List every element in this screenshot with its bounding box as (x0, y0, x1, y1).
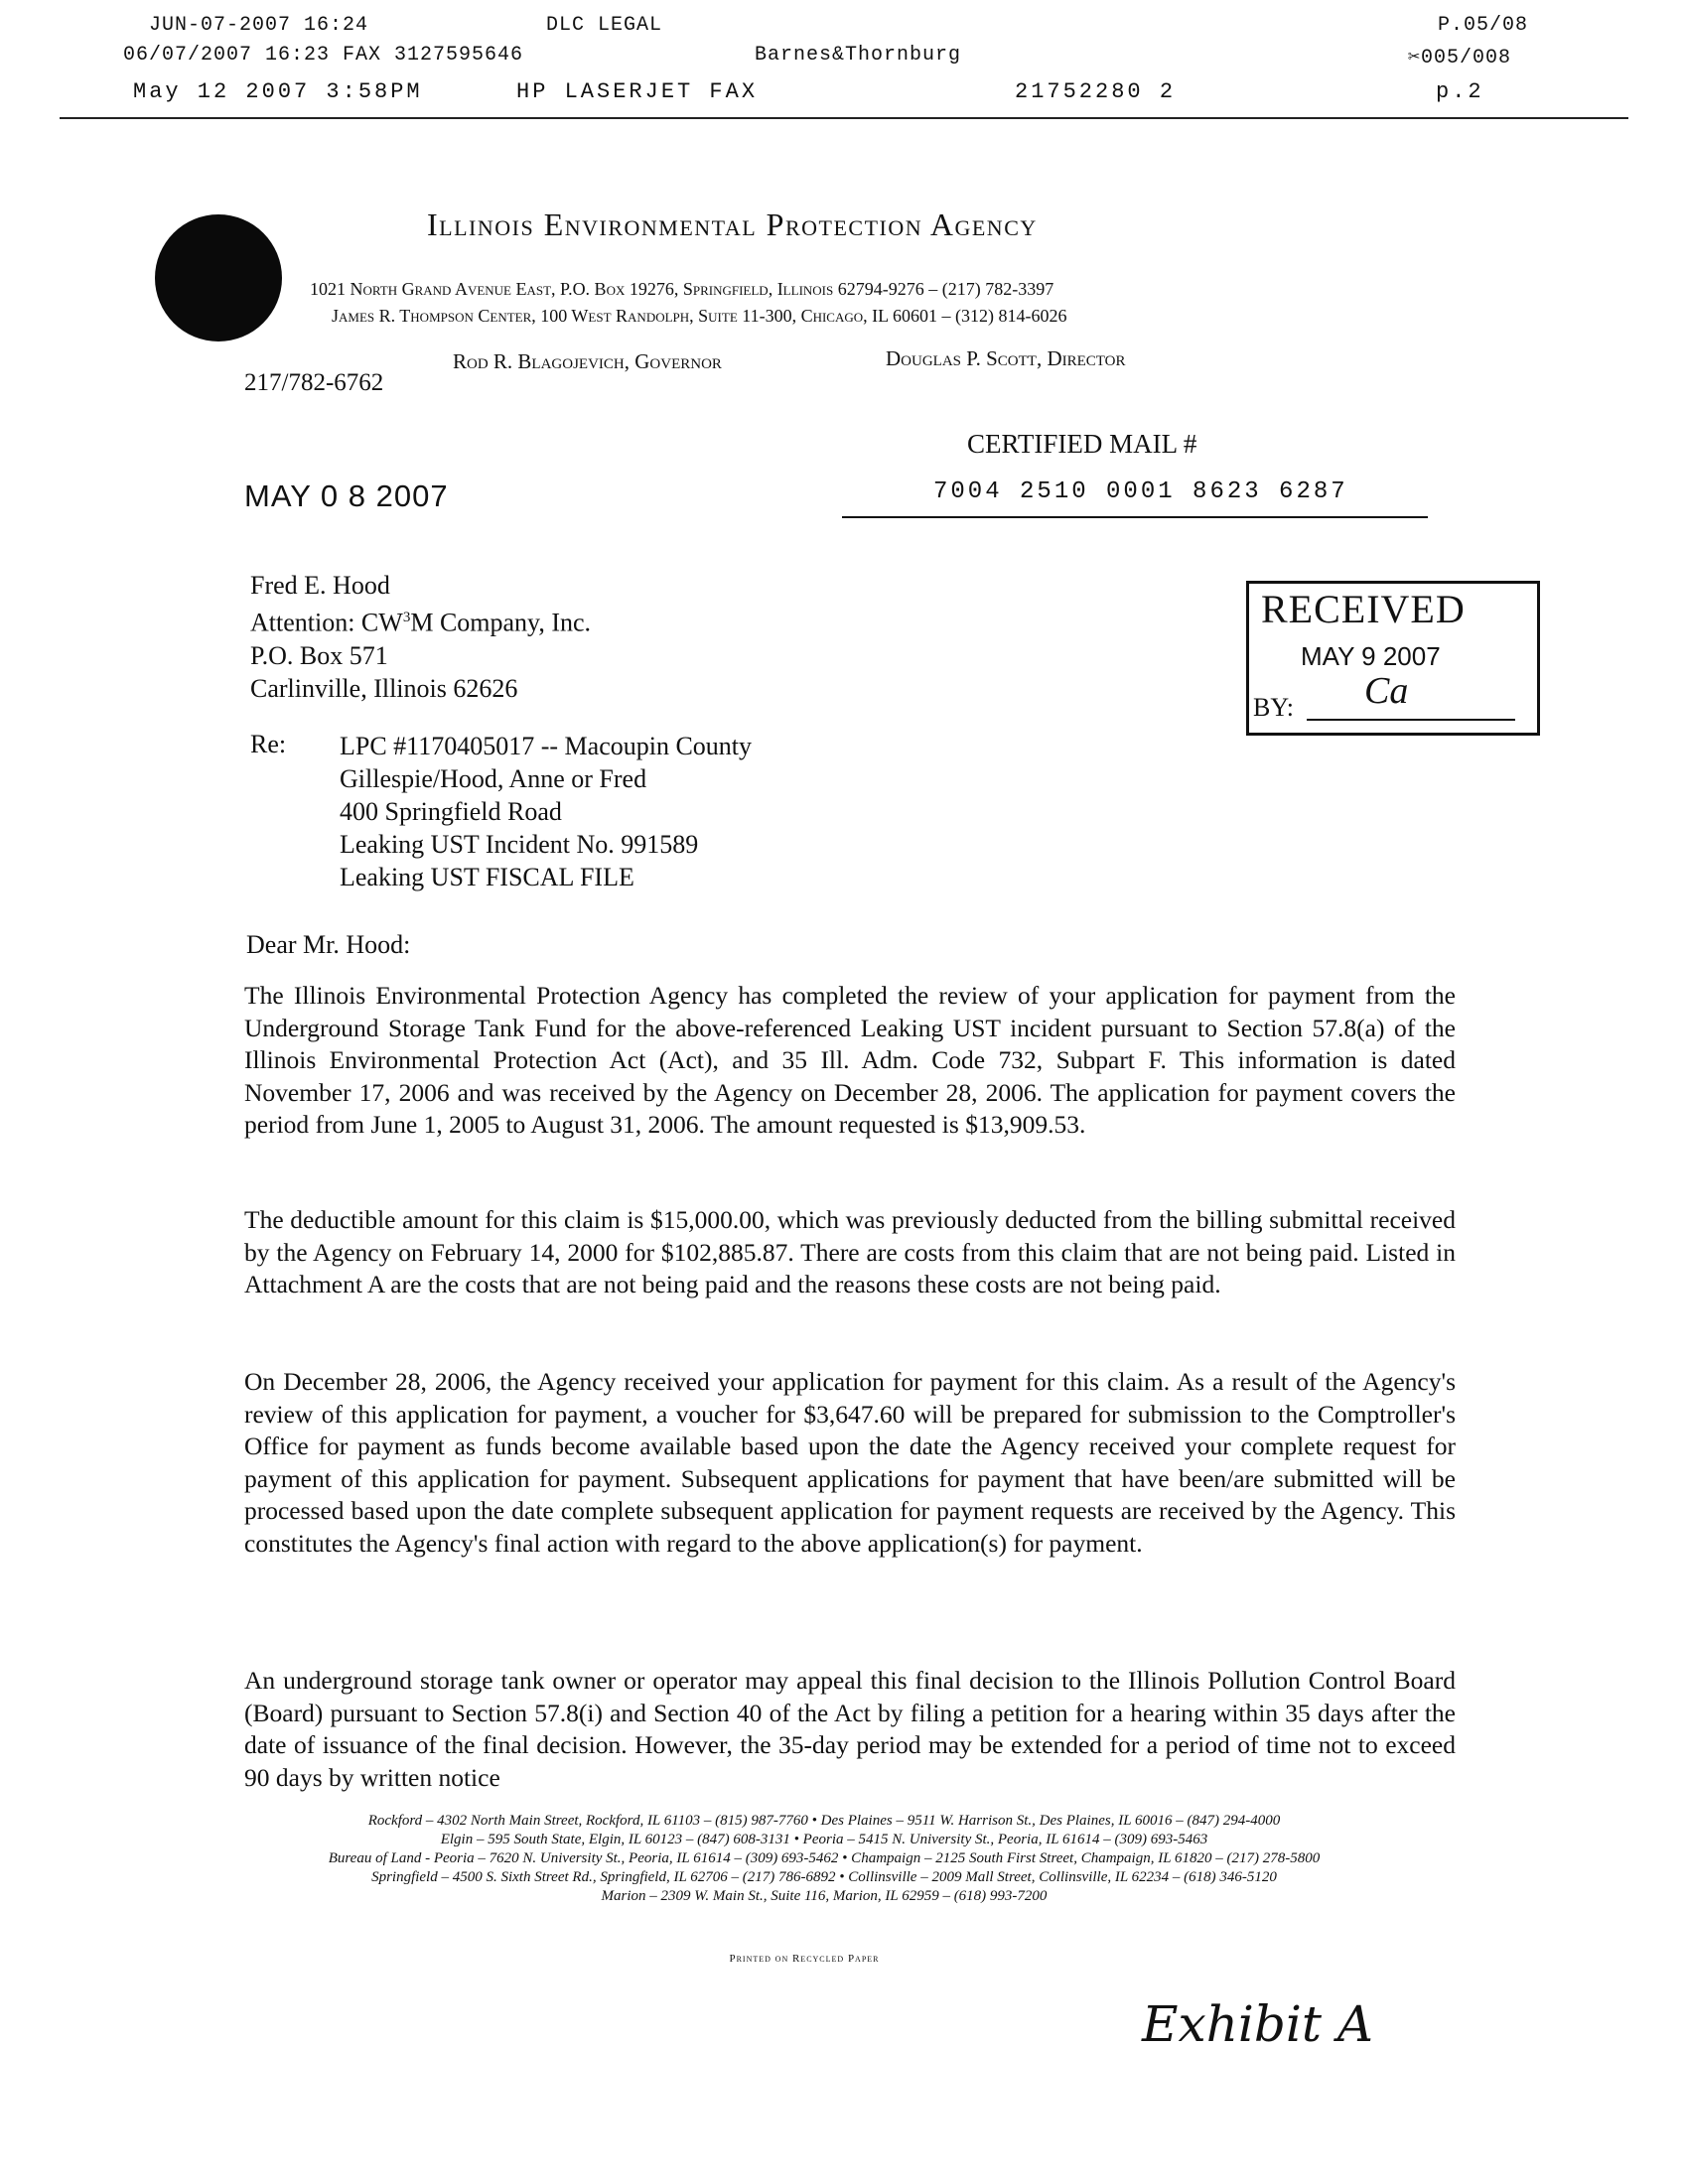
attention-superscript: 3 (402, 610, 411, 625)
governor-name: Rod R. Blagojevich, Governor (453, 349, 722, 373)
re-line: 400 Springfield Road (340, 797, 562, 826)
fax-divider (60, 117, 1628, 119)
certified-mail-label: CERTIFIED MAIL # (967, 429, 1197, 459)
certified-mail-underline (842, 516, 1428, 518)
agency-address-chicago: James R. Thompson Center, 100 West Randolph, Suite 11-300, Chicago, IL 60601 – (312) 814-6026 (332, 306, 1067, 326)
re-line: LPC #1170405017 -- Macoupin County (340, 732, 753, 760)
re-line: Gillespie/Hood, Anne or Fred (340, 764, 647, 793)
received-stamp-by-line (1307, 719, 1515, 721)
footer-offices-line2: Elgin – 595 South State, Elgin, IL 60123 – (847) 608-3131 • Peoria – 5415 N. University St., Peoria, IL 61614 – (309) 693-5463 (440, 1832, 1208, 1847)
footer-offices-line3: Bureau of Land - Peoria – 7620 N. University St., Peoria, IL 61614 – (309) 693-5462 • Champaign – 2125 South First Street, Champaign, IL 61820 – (217) 278-5800 (328, 1850, 1321, 1866)
salutation: Dear Mr. Hood: (246, 930, 411, 959)
fax-line3-right: p.2 (1436, 79, 1484, 104)
director-name: Douglas P. Scott, Director (886, 346, 1126, 370)
recycled-paper-note: Printed on Recycled Paper (729, 1953, 880, 1965)
recipient-name: Fred E. Hood (250, 571, 390, 600)
fax-line3-left: May 12 2007 3:58PM (133, 79, 423, 104)
received-stamp-date: MAY 9 2007 (1301, 641, 1441, 671)
re-label: Re: (250, 730, 287, 758)
recipient-city: Carlinville, Illinois 62626 (250, 673, 518, 703)
body-paragraph-2: The deductible amount for this claim is $15,000.00, which was previously deducted from the billing submittal received by the Agency on February 14, 2000 for $102,885.87. There are costs from this claim that are not being paid. Listed in Attachment A are the costs that are not being paid and the reasons these costs are not being paid. (244, 1205, 1456, 1298)
fax-line1-right: P.05/08 (1438, 14, 1529, 37)
footer-offices-line1: Rockford – 4302 North Main Street, Rockford, IL 61103 – (815) 987-7760 • Des Plaines – 9511 W. Harrison St., Des Plaines, IL 60016 – (847) 294-4000 (367, 1813, 1281, 1829)
recipient-address (250, 569, 591, 705)
body-paragraph-4: An underground storage tank owner or operator may appeal this final decision to the Illinois Pollution Control Board (Board) pursuant to Section 57.8(i) and Section 40 of the Act by filing a petition for a hearing within 35 days after the date of issuance of the final decision. However, the 35-day period may be extended for a period of time not to exceed 90 days by written notice (244, 1666, 1456, 1792)
body-paragraph-3: On December 28, 2006, the Agency received your application for payment for this claim. As a result of the Agency's review of this application for payment, a voucher for $3,647.60 will be prepared for submission to the Comptroller's Office for payment as funds become available based upon the date the Agency received your complete request for payment of this application for payment. Subsequent applications for payment that have been/are submitted will be processed based upon the date complete subsequent application for payment requests are received by the Agency. This constitutes the Agency's final action with regard to the above application(s) for payment. (244, 1367, 1456, 1558)
fax-line1-center: DLC LEGAL (546, 14, 663, 37)
fax-line2-right: ✂005/008 (1408, 47, 1512, 69)
received-stamp-initials: Ca (1364, 670, 1409, 712)
letter-date: MAY 0 8 2007 (244, 478, 449, 513)
received-stamp-by-label: BY: (1253, 693, 1294, 722)
attention-suffix: M Company, Inc. (410, 608, 592, 637)
contact-phone: 217/782-6762 (244, 369, 384, 396)
fax-line3-number: 21752280 2 (1015, 79, 1177, 104)
fax-line3-center: HP LASERJET FAX (516, 79, 759, 104)
agency-address-springfield: 1021 North Grand Avenue East, P.O. Box 19276, Springfield, Illinois 62794-9276 – (217) 782-3397 (310, 279, 1054, 299)
re-line: Leaking UST FISCAL FILE (340, 863, 634, 891)
fax-line1-left: JUN-07-2007 16:24 (149, 14, 369, 37)
footer-offices-line4: Springfield – 4500 S. Sixth Street Rd., Springfield, IL 62706 – (217) 786-6892 • Collinsville – 2009 Mall Street, Collinsville, IL 62234 – (618) 346-5120 (371, 1869, 1277, 1885)
footer-offices-line5: Marion – 2309 W. Main St., Suite 116, Marion, IL 62959 – (618) 993-7200 (601, 1888, 1048, 1904)
re-line: Leaking UST Incident No. 991589 (340, 830, 699, 859)
agency-seal-logo (155, 214, 282, 341)
fax-line2-left: 06/07/2007 16:23 FAX 3127595646 (123, 44, 524, 67)
received-stamp (1246, 581, 1540, 736)
re-block (340, 730, 752, 893)
recipient-po-box: P.O. Box 571 (250, 640, 388, 670)
certified-mail-number: 7004 2510 0001 8623 6287 (933, 478, 1348, 505)
recipient-attention (250, 602, 591, 639)
exhibit-label: Exhibit A (1142, 1995, 1373, 2053)
attention-prefix: Attention: CW (250, 608, 403, 637)
body-paragraph-1: The Illinois Environmental Protection Agency has completed the review of your application for payment from the Underground Storage Tank Fund for the above-referenced Leaking UST incident pursuant to Section 57.8(a) of the Illinois Environmental Protection Act (Act), and 35 Ill. Adm. Code 732, Subpart F. This information is dated November 17, 2006 and was received by the Agency on December 28, 2006. The application for payment covers the period from June 1, 2005 to August 31, 2006. The amount requested is $13,909.53. (244, 981, 1456, 1139)
agency-name: Illinois Environmental Protection Agency (427, 206, 1038, 242)
received-stamp-title: RECEIVED (1261, 587, 1466, 631)
fax-line2-center: Barnes&Thornburg (755, 44, 962, 67)
